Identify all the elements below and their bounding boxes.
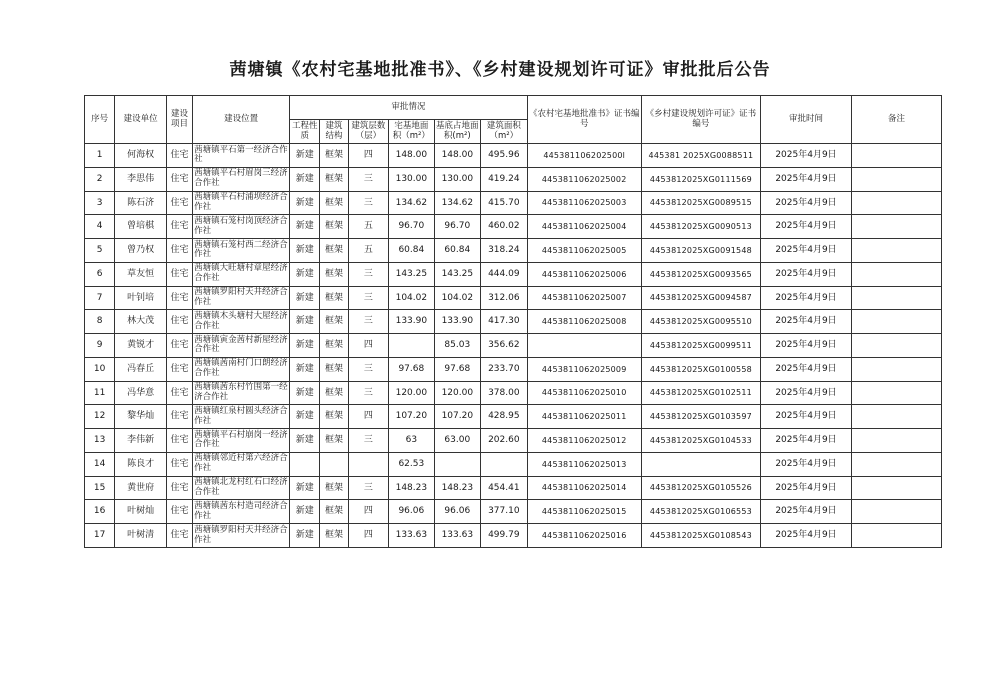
cell-cert1: 4453811062025009 — [527, 357, 641, 381]
cell-project: 住宅 — [166, 381, 192, 405]
cell-floors: 四 — [348, 500, 388, 524]
cell-land-area: 104.02 — [389, 286, 434, 310]
header-location: 建设位置 — [193, 96, 290, 144]
cell-remark — [851, 144, 941, 168]
cell-build-area — [481, 452, 528, 476]
cell-project: 住宅 — [166, 334, 192, 358]
cell-date: 2025年4月9日 — [761, 476, 852, 500]
cell-project: 住宅 — [166, 286, 192, 310]
cell-seq: 3 — [85, 191, 115, 215]
cell-land-area — [389, 334, 434, 358]
cell-base-area: 148.00 — [434, 144, 480, 168]
approval-table — [84, 95, 942, 548]
cell-unit: 曾培棋 — [115, 215, 167, 239]
cell-cert2: 4453812025XG0104533 — [641, 429, 760, 453]
cell-cert1: 4453811062025013 — [527, 452, 641, 476]
cell-unit: 陈良才 — [115, 452, 167, 476]
cell-cert2: 4453812025XG0106553 — [641, 500, 760, 524]
cell-base-area — [434, 452, 480, 476]
cell-nature: 新建 — [290, 239, 320, 263]
cell-land-area: 134.62 — [389, 191, 434, 215]
cell-structure: 框架 — [320, 357, 348, 381]
cell-cert2: 4453812025XG0095510 — [641, 310, 760, 334]
cell-structure: 框架 — [320, 405, 348, 429]
cell-date: 2025年4月9日 — [761, 167, 852, 191]
table-row — [85, 357, 942, 381]
table-row — [85, 429, 942, 453]
cell-date: 2025年4月9日 — [761, 500, 852, 524]
table-row — [85, 310, 942, 334]
cell-project: 住宅 — [166, 191, 192, 215]
table-row — [85, 452, 942, 476]
cell-floors: 四 — [348, 334, 388, 358]
cell-land-area: 143.25 — [389, 262, 434, 286]
cell-structure: 框架 — [320, 239, 348, 263]
table-row — [85, 286, 942, 310]
cell-remark — [851, 286, 941, 310]
cell-nature: 新建 — [290, 334, 320, 358]
cell-build-area: 356.62 — [481, 334, 528, 358]
cell-floors: 五 — [348, 239, 388, 263]
cell-unit: 叶钊培 — [115, 286, 167, 310]
header-structure: 建筑结构 — [320, 120, 348, 144]
cell-remark — [851, 310, 941, 334]
header-review-group: 审批情况 — [290, 96, 528, 120]
cell-structure: 框架 — [320, 215, 348, 239]
cell-unit: 林大茂 — [115, 310, 167, 334]
cell-cert2: 4453812025XG0090513 — [641, 215, 760, 239]
cell-base-area: 133.90 — [434, 310, 480, 334]
cell-land-area: 60.84 — [389, 239, 434, 263]
cell-project: 住宅 — [166, 310, 192, 334]
cell-nature: 新建 — [290, 144, 320, 168]
header-unit: 建设单位 — [115, 96, 167, 144]
cell-location: 茜塘镇石笼村岗顶经济合作社 — [193, 215, 290, 239]
cell-cert1 — [527, 334, 641, 358]
header-cert2: 《乡村建设规划许可证》证书编号 — [641, 96, 760, 144]
cell-date: 2025年4月9日 — [761, 144, 852, 168]
cell-land-area: 148.00 — [389, 144, 434, 168]
cell-cert2: 4453812025XG0102511 — [641, 381, 760, 405]
cell-base-area: 97.68 — [434, 357, 480, 381]
cell-cert1: 4453811062025011 — [527, 405, 641, 429]
cell-land-area: 96.06 — [389, 500, 434, 524]
cell-location: 茜塘镇寅金茜村新屋经济合作社 — [193, 334, 290, 358]
cell-seq: 12 — [85, 405, 115, 429]
cell-remark — [851, 334, 941, 358]
cell-land-area: 107.20 — [389, 405, 434, 429]
cell-unit: 李思伟 — [115, 167, 167, 191]
cell-floors: 四 — [348, 405, 388, 429]
cell-structure: 框架 — [320, 429, 348, 453]
table-row — [85, 215, 942, 239]
cell-structure: 框架 — [320, 286, 348, 310]
table-row — [85, 144, 942, 168]
cell-date: 2025年4月9日 — [761, 405, 852, 429]
cell-build-area: 318.24 — [481, 239, 528, 263]
cell-seq: 6 — [85, 262, 115, 286]
cell-seq: 16 — [85, 500, 115, 524]
cell-base-area: 60.84 — [434, 239, 480, 263]
cell-structure: 框架 — [320, 381, 348, 405]
cell-cert1: 4453811062025005 — [527, 239, 641, 263]
cell-cert1: 4453811062025012 — [527, 429, 641, 453]
cell-structure: 框架 — [320, 334, 348, 358]
cell-remark — [851, 476, 941, 500]
cell-remark — [851, 405, 941, 429]
cell-build-area: 415.70 — [481, 191, 528, 215]
cell-land-area: 120.00 — [389, 381, 434, 405]
cell-nature: 新建 — [290, 381, 320, 405]
cell-remark — [851, 452, 941, 476]
cell-cert1: 4453811062025014 — [527, 476, 641, 500]
cell-cert2: 4453812025XG0103597 — [641, 405, 760, 429]
cell-base-area: 63.00 — [434, 429, 480, 453]
cell-floors: 三 — [348, 310, 388, 334]
cell-seq: 7 — [85, 286, 115, 310]
cell-cert2: 4453812025XG0093565 — [641, 262, 760, 286]
cell-build-area: 495.96 — [481, 144, 528, 168]
cell-nature: 新建 — [290, 524, 320, 548]
cell-date: 2025年4月9日 — [761, 191, 852, 215]
cell-cert1: 4453811062025016 — [527, 524, 641, 548]
table-row — [85, 500, 942, 524]
header-nature: 工程性质 — [290, 120, 320, 144]
cell-floors: 三 — [348, 191, 388, 215]
cell-remark — [851, 167, 941, 191]
cell-remark — [851, 215, 941, 239]
cell-location: 茜塘镇邻近村第六经济合作社 — [193, 452, 290, 476]
cell-cert2: 4453812025XG0099511 — [641, 334, 760, 358]
cell-location: 茜塘镇平石村浦坝经济合作社 — [193, 191, 290, 215]
cell-structure: 框架 — [320, 310, 348, 334]
header-remark: 备注 — [851, 96, 941, 144]
cell-project: 住宅 — [166, 452, 192, 476]
cell-cert1: 4453811062025010 — [527, 381, 641, 405]
cell-location: 茜塘镇平石第一经济合作社 — [193, 144, 290, 168]
cell-land-area: 148.23 — [389, 476, 434, 500]
cell-cert1: 4453811062025015 — [527, 500, 641, 524]
cell-base-area: 104.02 — [434, 286, 480, 310]
cell-nature: 新建 — [290, 191, 320, 215]
cell-location: 茜塘镇罗阳村天井经济合作社 — [193, 286, 290, 310]
cell-base-area: 134.62 — [434, 191, 480, 215]
cell-build-area: 233.70 — [481, 357, 528, 381]
cell-unit: 叶树灿 — [115, 500, 167, 524]
cell-project: 住宅 — [166, 405, 192, 429]
cell-cert2: 4453812025XG0108543 — [641, 524, 760, 548]
cell-land-area: 133.63 — [389, 524, 434, 548]
cell-unit: 叶树清 — [115, 524, 167, 548]
cell-nature: 新建 — [290, 357, 320, 381]
cell-location: 茜塘镇平石村崩岗一经济合作社 — [193, 429, 290, 453]
cell-nature: 新建 — [290, 405, 320, 429]
cell-nature: 新建 — [290, 167, 320, 191]
cell-date: 2025年4月9日 — [761, 215, 852, 239]
cell-date: 2025年4月9日 — [761, 524, 852, 548]
cell-cert1: 4453811062025002 — [527, 167, 641, 191]
cell-location: 茜塘镇平石村眉岗三经济合作社 — [193, 167, 290, 191]
cell-remark — [851, 429, 941, 453]
cell-seq: 11 — [85, 381, 115, 405]
cell-nature — [290, 452, 320, 476]
table-row — [85, 191, 942, 215]
cell-structure: 框架 — [320, 191, 348, 215]
cell-unit: 黄世府 — [115, 476, 167, 500]
page-title: 茜塘镇《农村宅基地批准书》、《乡村建设规划许可证》审批批后公告 — [229, 60, 771, 80]
cell-floors: 三 — [348, 429, 388, 453]
cell-base-area: 130.00 — [434, 167, 480, 191]
cell-date: 2025年4月9日 — [761, 262, 852, 286]
cell-structure: 框架 — [320, 476, 348, 500]
cell-date: 2025年4月9日 — [761, 452, 852, 476]
cell-location: 茜塘镇茜东村造司经济合作社 — [193, 500, 290, 524]
cell-location: 茜塘镇罗阳村天井经济合作社 — [193, 524, 290, 548]
cell-build-area: 454.41 — [481, 476, 528, 500]
table-body — [85, 144, 942, 548]
cell-land-area: 62.53 — [389, 452, 434, 476]
cell-date: 2025年4月9日 — [761, 239, 852, 263]
cell-structure — [320, 452, 348, 476]
cell-structure: 框架 — [320, 144, 348, 168]
table-row — [85, 381, 942, 405]
cell-build-area: 417.30 — [481, 310, 528, 334]
cell-floors: 三 — [348, 357, 388, 381]
table-row — [85, 334, 942, 358]
cell-structure: 框架 — [320, 167, 348, 191]
cell-unit: 冯华意 — [115, 381, 167, 405]
cell-remark — [851, 262, 941, 286]
cell-project: 住宅 — [166, 500, 192, 524]
header-build-area: 建筑面积（m²） — [481, 120, 528, 144]
cell-unit: 冯春丘 — [115, 357, 167, 381]
cell-land-area: 63 — [389, 429, 434, 453]
cell-build-area: 460.02 — [481, 215, 528, 239]
cell-seq: 17 — [85, 524, 115, 548]
cell-remark — [851, 381, 941, 405]
cell-nature: 新建 — [290, 215, 320, 239]
cell-location: 茜塘镇大旺塘村章屋经济合作社 — [193, 262, 290, 286]
cell-nature: 新建 — [290, 286, 320, 310]
cell-floors: 三 — [348, 476, 388, 500]
cell-build-area: 378.00 — [481, 381, 528, 405]
cell-seq: 15 — [85, 476, 115, 500]
cell-date: 2025年4月9日 — [761, 310, 852, 334]
cell-cert2: 4453812025XG0100558 — [641, 357, 760, 381]
cell-unit: 曾乃权 — [115, 239, 167, 263]
cell-floors: 四 — [348, 144, 388, 168]
header-cert1: 《农村宅基地批准书》证书编号 — [527, 96, 641, 144]
cell-build-area: 444.09 — [481, 262, 528, 286]
cell-base-area: 120.00 — [434, 381, 480, 405]
cell-remark — [851, 191, 941, 215]
header-date: 审批时间 — [761, 96, 852, 144]
cell-floors: 五 — [348, 215, 388, 239]
table-row — [85, 239, 942, 263]
cell-cert1: 445381106202500l — [527, 144, 641, 168]
cell-cert1: 4453811062025004 — [527, 215, 641, 239]
cell-base-area: 143.25 — [434, 262, 480, 286]
cell-floors — [348, 452, 388, 476]
cell-remark — [851, 500, 941, 524]
cell-location: 茜塘镇茜南村门口朗经济合作社 — [193, 357, 290, 381]
cell-build-area: 377.10 — [481, 500, 528, 524]
cell-nature: 新建 — [290, 476, 320, 500]
cell-nature: 新建 — [290, 310, 320, 334]
table-row — [85, 262, 942, 286]
cell-project: 住宅 — [166, 476, 192, 500]
cell-cert2: 4453812025XG0105526 — [641, 476, 760, 500]
cell-seq: 1 — [85, 144, 115, 168]
cell-project: 住宅 — [166, 239, 192, 263]
cell-unit: 黄锐才 — [115, 334, 167, 358]
cell-unit: 陈石济 — [115, 191, 167, 215]
cell-base-area: 148.23 — [434, 476, 480, 500]
cell-land-area: 96.70 — [389, 215, 434, 239]
cell-structure: 框架 — [320, 524, 348, 548]
header-project: 建设项目 — [166, 96, 192, 144]
cell-cert1: 4453811062025006 — [527, 262, 641, 286]
cell-cert1: 4453811062025008 — [527, 310, 641, 334]
table-row — [85, 476, 942, 500]
cell-base-area: 85.03 — [434, 334, 480, 358]
cell-cert1: 4453811062025003 — [527, 191, 641, 215]
cell-cert2 — [641, 452, 760, 476]
cell-cert2: 4453812025XG0111569 — [641, 167, 760, 191]
cell-nature: 新建 — [290, 262, 320, 286]
cell-location: 茜塘镇石笼村西二经济合作社 — [193, 239, 290, 263]
cell-floors: 三 — [348, 262, 388, 286]
cell-remark — [851, 239, 941, 263]
cell-location: 茜塘镇北龙村红石口经济合作社 — [193, 476, 290, 500]
header-floors: 建筑层数（层） — [348, 120, 388, 144]
cell-floors: 三 — [348, 167, 388, 191]
cell-build-area: 202.60 — [481, 429, 528, 453]
cell-project: 住宅 — [166, 144, 192, 168]
header-base-area: 基底占地面积(m²) — [434, 120, 480, 144]
cell-date: 2025年4月9日 — [761, 429, 852, 453]
cell-structure: 框架 — [320, 262, 348, 286]
cell-unit: 草友恒 — [115, 262, 167, 286]
cell-project: 住宅 — [166, 429, 192, 453]
cell-nature: 新建 — [290, 500, 320, 524]
cell-seq: 4 — [85, 215, 115, 239]
cell-base-area: 96.06 — [434, 500, 480, 524]
cell-floors: 三 — [348, 286, 388, 310]
cell-date: 2025年4月9日 — [761, 286, 852, 310]
cell-unit: 李伟新 — [115, 429, 167, 453]
cell-date: 2025年4月9日 — [761, 357, 852, 381]
cell-project: 住宅 — [166, 357, 192, 381]
cell-date: 2025年4月9日 — [761, 334, 852, 358]
cell-base-area: 107.20 — [434, 405, 480, 429]
cell-project: 住宅 — [166, 524, 192, 548]
header-seq: 序号 — [85, 96, 115, 144]
cell-cert2: 4453812025XG0091548 — [641, 239, 760, 263]
cell-remark — [851, 524, 941, 548]
cell-date: 2025年4月9日 — [761, 381, 852, 405]
header-land-area: 宅基地面积（m²） — [389, 120, 434, 144]
cell-build-area: 499.79 — [481, 524, 528, 548]
table-row — [85, 405, 942, 429]
cell-seq: 5 — [85, 239, 115, 263]
cell-remark — [851, 357, 941, 381]
cell-location: 茜塘镇茜东村竹围第一经济合作社 — [193, 381, 290, 405]
cell-seq: 10 — [85, 357, 115, 381]
cell-structure: 框架 — [320, 500, 348, 524]
cell-seq: 14 — [85, 452, 115, 476]
cell-cert2: 4453812025XG0094587 — [641, 286, 760, 310]
table-row — [85, 167, 942, 191]
cell-base-area: 96.70 — [434, 215, 480, 239]
cell-unit: 何海权 — [115, 144, 167, 168]
cell-location: 茜塘镇木头塘村大屋经济合作社 — [193, 310, 290, 334]
cell-build-area: 428.95 — [481, 405, 528, 429]
cell-seq: 9 — [85, 334, 115, 358]
cell-cert1: 4453811062025007 — [527, 286, 641, 310]
cell-location: 茜塘镇红泉村圆头经济合作社 — [193, 405, 290, 429]
cell-project: 住宅 — [166, 215, 192, 239]
cell-build-area: 312.06 — [481, 286, 528, 310]
cell-project: 住宅 — [166, 167, 192, 191]
cell-seq: 8 — [85, 310, 115, 334]
cell-land-area: 97.68 — [389, 357, 434, 381]
cell-unit: 黎华灿 — [115, 405, 167, 429]
table-row — [85, 524, 942, 548]
cell-cert2: 4453812025XG0089515 — [641, 191, 760, 215]
cell-seq: 2 — [85, 167, 115, 191]
cell-project: 住宅 — [166, 262, 192, 286]
cell-land-area: 130.00 — [389, 167, 434, 191]
cell-base-area: 133.63 — [434, 524, 480, 548]
cell-build-area: 419.24 — [481, 167, 528, 191]
cell-land-area: 133.90 — [389, 310, 434, 334]
cell-floors: 三 — [348, 381, 388, 405]
cell-nature: 新建 — [290, 429, 320, 453]
cell-seq: 13 — [85, 429, 115, 453]
cell-cert2: 445381 2025XG0088511 — [641, 144, 760, 168]
cell-floors: 四 — [348, 524, 388, 548]
